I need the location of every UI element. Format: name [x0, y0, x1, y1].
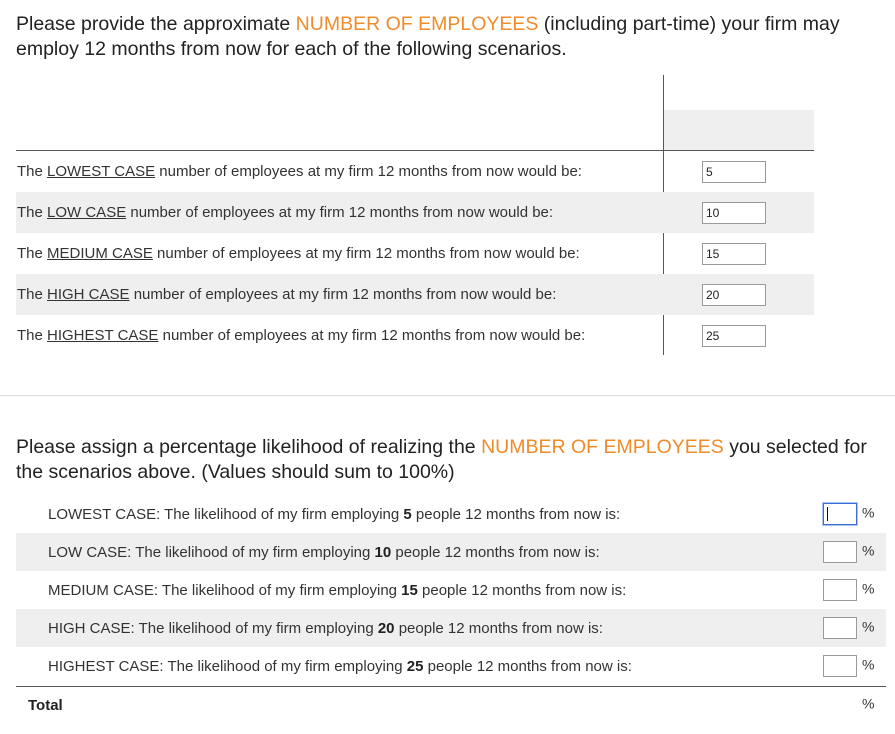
highest-case-likelihood-input[interactable] — [823, 655, 857, 677]
question-1-prefix: Please provide the approximate — [16, 13, 296, 35]
case-name: MEDIUM CASE — [47, 245, 153, 262]
question-2-highlight: NUMBER OF EMPLOYEES — [481, 436, 724, 458]
percent-sign: % — [862, 504, 875, 521]
question-1-text — [16, 12, 886, 62]
likelihood-row-label: LOW CASE: The likelihood of my firm employing 10 people 12 months from now is: — [48, 543, 600, 561]
matrix-row-label: The MEDIUM CASE number of employees at my firm 12 months from now would be: — [17, 245, 580, 262]
low-case-employees-input[interactable] — [702, 202, 766, 224]
case-name: LOWEST CASE — [47, 163, 156, 180]
matrix-row-high — [16, 274, 814, 315]
likelihood-row-highest — [16, 647, 886, 685]
matrix-row-lowest — [16, 151, 814, 192]
high-case-likelihood-input[interactable] — [823, 617, 857, 639]
question-separator — [0, 395, 895, 396]
matrix-row-highest — [16, 315, 814, 356]
likelihood-row-high — [16, 609, 886, 647]
employee-count-matrix — [16, 110, 814, 356]
percent-sign: % — [862, 656, 875, 673]
question-1-suffix: (including part-time) your firm may employ 12 months from now for each of the following scenarios. — [16, 13, 840, 60]
likelihood-row-low — [16, 533, 886, 571]
question-1-highlight: NUMBER OF EMPLOYEES — [295, 13, 539, 35]
medium-case-employees-input[interactable] — [702, 243, 766, 265]
total-label: Total — [28, 696, 63, 714]
percent-sign: % — [862, 618, 875, 635]
total-percent-sign: % — [862, 695, 875, 712]
likelihood-row-lowest — [16, 495, 886, 533]
low-case-likelihood-input[interactable] — [823, 541, 857, 563]
percent-sign: % — [862, 580, 875, 597]
highest-case-employees-input[interactable] — [702, 325, 766, 347]
likelihood-constant-sum — [16, 495, 886, 723]
question-2-suffix: you selected for the scenarios above. (Values should sum to 100%) — [16, 436, 867, 483]
matrix-row-label: The HIGH CASE number of employees at my firm 12 months from now would be: — [17, 286, 557, 303]
matrix-row-label: The HIGHEST CASE number of employees at my firm 12 months from now would be: — [17, 327, 586, 344]
question-2-text — [16, 435, 886, 485]
medium-case-likelihood-input[interactable] — [823, 579, 857, 601]
likelihood-row-label: HIGH CASE: The likelihood of my firm employing 20 people 12 months from now is: — [48, 619, 603, 637]
matrix-row-medium — [16, 233, 814, 274]
matrix-header — [16, 110, 814, 150]
case-name: LOW CASE — [47, 204, 127, 221]
matrix-header-cell — [664, 110, 814, 150]
question-2-prefix: Please assign a percentage likelihood of realizing the — [16, 436, 482, 458]
high-case-employees-input[interactable] — [702, 284, 766, 306]
likelihood-row-label: MEDIUM CASE: The likelihood of my firm employing 15 people 12 months from now is: — [48, 581, 627, 599]
case-name: HIGHEST CASE — [47, 327, 159, 344]
total-row — [16, 687, 886, 723]
matrix-row-label: The LOWEST CASE number of employees at my firm 12 months from now would be: — [17, 163, 582, 180]
likelihood-row-label: LOWEST CASE: The likelihood of my firm employing 5 people 12 months from now is: — [48, 505, 621, 523]
likelihood-row-medium — [16, 571, 886, 609]
matrix-row-low — [16, 192, 814, 233]
case-name: HIGH CASE — [47, 286, 130, 303]
lowest-case-employees-input[interactable] — [702, 161, 766, 183]
text-cursor — [827, 507, 828, 521]
matrix-row-label: The LOW CASE number of employees at my firm 12 months from now would be: — [17, 204, 554, 221]
likelihood-row-label: HIGHEST CASE: The likelihood of my firm employing 25 people 12 months from now is: — [48, 657, 632, 675]
percent-sign: % — [862, 542, 875, 559]
lowest-case-likelihood-input[interactable] — [823, 503, 857, 525]
